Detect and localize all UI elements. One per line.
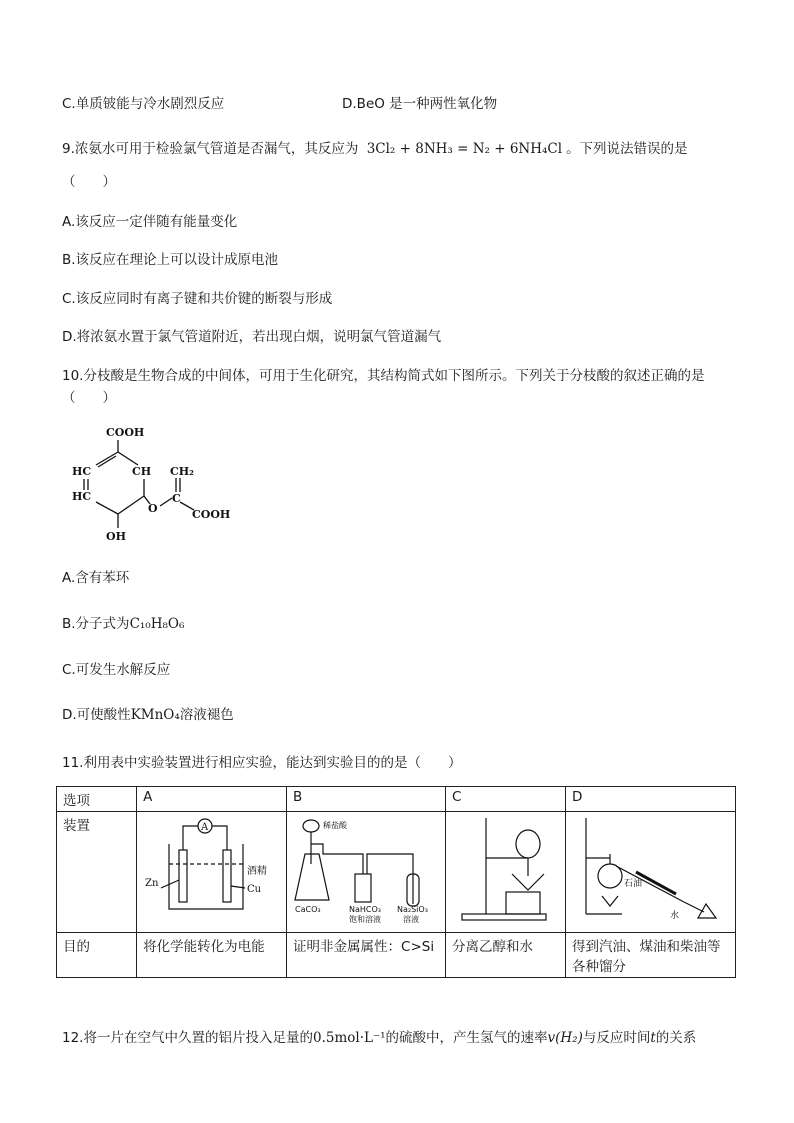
q10-option-c: C.可发生水解反应: [62, 662, 171, 678]
caco3-label: CaCO₃: [295, 905, 321, 914]
q9-stem-prefix: 9.浓氨水可用于检验氯气管道是否漏气，其反应为: [62, 141, 359, 157]
q9-option-d: D.将浓氨水置于氯气管道附近，若出现白烟，说明氯气管道漏气: [62, 329, 442, 345]
purpose-a: 将化学能转化为电能: [137, 933, 287, 978]
struct-c: C: [172, 492, 181, 505]
row-label-purpose: 目的: [57, 933, 137, 978]
experiment-table: [56, 786, 736, 978]
cu-label: Cu: [247, 884, 262, 895]
q8-option-d: D.BeO 是一种两性氧化物: [342, 96, 498, 112]
row-label-device: 装置: [57, 812, 137, 933]
purpose-c: 分离乙醇和水: [446, 933, 566, 978]
nahco3-label: NaHCO₃: [349, 905, 382, 914]
purpose-b: 证明非金属属性：C>Si: [287, 933, 446, 978]
q10-option-d-suffix: 溶液褪色: [179, 707, 234, 723]
struct-ch: CH: [132, 465, 152, 478]
table-device-row: [57, 812, 736, 933]
q9-equation: 3Cl₂ + 8NH₃ = N₂ + 6NH₄Cl: [366, 141, 563, 157]
header-cell: 选项: [57, 787, 137, 812]
q10-option-d-prefix: D.可使酸性: [62, 707, 131, 723]
q9-option-a: A.该反应一定伴随有能量变化: [62, 214, 238, 230]
q8-option-c: C.单质铍能与冷水剧烈反应: [62, 96, 225, 112]
q12-stem-mid: 的硫酸中，产生氢气的速率: [385, 1030, 548, 1046]
q12-stem-mid2: 与反应时间: [582, 1030, 651, 1046]
struct-cooh-top: COOH: [106, 426, 145, 439]
q10-option-d: [62, 703, 234, 723]
q10-option-b-prefix: B.分子式为: [62, 616, 130, 632]
separatory-funnel-apparatus: [452, 814, 558, 926]
q10-option-b: [62, 612, 184, 632]
q12-time-var: t: [650, 1030, 656, 1046]
q11-stem: 11.利用表中实验装置进行相应实验，能达到实验目的的是（ ）: [62, 755, 462, 771]
header-cell: B: [287, 787, 446, 812]
q9-stem: [62, 137, 688, 157]
nahco3-solution-label: 饱和溶液: [349, 915, 382, 924]
na2sio3-solution-label: 溶液: [403, 915, 420, 924]
q12-rate: v(H₂): [547, 1030, 583, 1046]
q10-option-d-formula: KMnO₄: [130, 707, 180, 723]
oil-label: 石油: [624, 879, 643, 889]
q12-stem-suffix: 的关系: [655, 1030, 697, 1046]
zn-label: Zn: [145, 878, 159, 889]
purpose-d: 得到汽油、煤油和柴油等各种馏分: [566, 933, 736, 978]
q9-stem-suffix: 。下列说法错误的是: [566, 141, 688, 157]
q12-stem: [62, 1026, 696, 1046]
table-header-row: [57, 787, 736, 812]
struct-cooh-right: COOH: [192, 508, 231, 521]
device-c-cell: [446, 812, 566, 933]
device-d-cell: [566, 812, 736, 933]
q10-stem: 10.分枝酸是生物合成的中间体，可用于生化研究，其结构简式如下图所示。下列关于分枝酸的叙述正确的是: [62, 368, 705, 384]
q10-option-a: A.含有苯环: [62, 570, 130, 586]
na2sio3-label: Na₂SiO₃: [397, 905, 428, 914]
hcl-label: 稀盐酸: [323, 821, 348, 830]
chorismic-acid-structure: [68, 422, 248, 547]
carbon-silicon-apparatus: [293, 814, 439, 926]
table-purpose-row: [57, 933, 736, 978]
header-cell: D: [566, 787, 736, 812]
galvanic-cell-diagram: [143, 814, 279, 924]
q9-option-c: C.该反应同时有离子键和共价键的断裂与形成: [62, 291, 333, 307]
distillation-apparatus: [572, 814, 728, 926]
q9-paren: （ ）: [62, 174, 116, 190]
ethanol-label: 酒精: [247, 866, 268, 877]
q10-option-b-formula: C₁₀H₈O₆: [129, 616, 185, 632]
q12-concentration: 0.5mol·L⁻¹: [312, 1030, 386, 1046]
header-cell: C: [446, 787, 566, 812]
q9-option-b: B.该反应在理论上可以设计成原电池: [62, 252, 279, 268]
header-cell: A: [137, 787, 287, 812]
device-a-cell: [137, 812, 287, 933]
ammeter-label: A: [201, 822, 209, 833]
struct-hc-1: HC: [72, 465, 92, 478]
device-b-cell: [287, 812, 446, 933]
q10-paren: （ ）: [62, 390, 116, 406]
struct-ch2: CH₂: [170, 465, 194, 478]
struct-o: O: [148, 502, 158, 515]
water-label: 水: [670, 911, 680, 921]
struct-hc-2: HC: [72, 490, 92, 503]
q12-stem-prefix: 12.将一片在空气中久置的铝片投入足量的: [62, 1030, 313, 1046]
struct-oh: OH: [106, 530, 126, 543]
